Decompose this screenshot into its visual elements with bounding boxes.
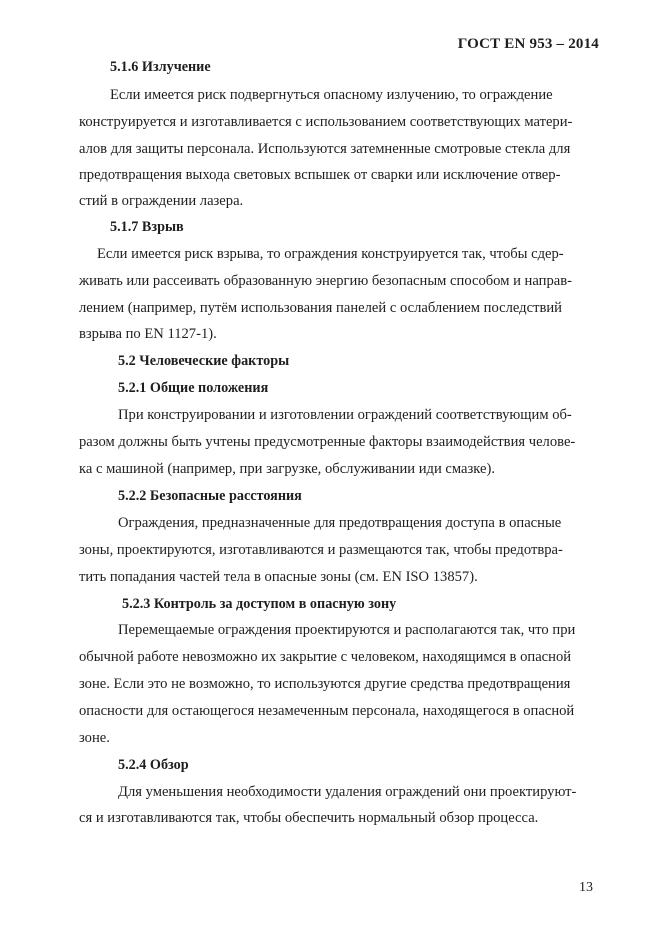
paragraph-line: ка с машиной (например, при загрузке, обслуживании иди смазке). xyxy=(79,461,495,477)
page-number: 13 xyxy=(579,880,593,895)
paragraph-line: ся и изготавливаются так, чтобы обеспечить нормальный обзор процесса. xyxy=(79,810,539,826)
paragraph-line: зоне. Если это не возможно, то используются другие средства предотвращения xyxy=(79,676,571,692)
paragraph-line: лением (например, путём использования панелей с ослаблением последствий xyxy=(79,300,562,316)
paragraph-line: зоне. xyxy=(79,730,110,746)
section-heading-5-1-6: 5.1.6 Излучение xyxy=(110,59,211,75)
document-header: ГОСТ EN 953 – 2014 xyxy=(457,36,599,52)
section-heading-5-2-2: 5.2.2 Безопасные расстояния xyxy=(118,488,302,504)
paragraph-line: взрыва по EN 1127-1). xyxy=(79,326,217,342)
paragraph-line: зоны, проектируются, изготавливаются и размещаются так, чтобы предотвра- xyxy=(79,542,563,558)
section-heading-5-2-1: 5.2.1 Общие положения xyxy=(118,380,269,396)
paragraph-line: живать или рассеивать образованную энергию безопасным способом и направ- xyxy=(79,273,572,289)
section-heading-5-2: 5.2 Человеческие факторы xyxy=(118,353,290,369)
paragraph-line: стий в ограждении лазера. xyxy=(79,193,244,209)
paragraph-line: опасности для остающегося незамеченным персонала, находящегося в опасной xyxy=(79,703,575,719)
paragraph-line: обычной работе невозможно их закрытие с человеком, находящимся в опасной xyxy=(79,649,572,665)
paragraph-line: Для уменьшения необходимости удаления ограждений они проектируют- xyxy=(118,784,577,800)
paragraph-line: разом должны быть учтены предусмотренные факторы взаимодействия челове- xyxy=(79,434,576,450)
paragraph-line: алов для защиты персонала. Используются затемненные смотровые стекла для xyxy=(79,141,571,157)
paragraph-line: тить попадания частей тела в опасные зоны (см. EN ISO 13857). xyxy=(79,569,478,585)
paragraph-line: предотвращения выхода световых вспышек от сварки или исключение отвер- xyxy=(79,167,561,183)
paragraph-line: Если имеется риск взрыва, то ограждения конструируется так, чтобы сдер- xyxy=(97,246,564,262)
paragraph-line: конструируется и изготавливается с использованием соответствующих матери- xyxy=(79,114,573,130)
paragraph-line: Перемещаемые ограждения проектируются и располагаются так, что при xyxy=(118,622,576,638)
section-heading-5-2-4: 5.2.4 Обзор xyxy=(118,757,189,773)
section-heading-5-1-7: 5.1.7 Взрыв xyxy=(110,219,184,235)
paragraph-line: При конструировании и изготовлении ограждений соответствующим об- xyxy=(118,407,572,423)
paragraph-line: Если имеется риск подвергнуться опасному излучению, то ограждение xyxy=(110,87,553,103)
paragraph-line: Ограждения, предназначенные для предотвращения доступа в опасные xyxy=(118,515,562,531)
section-heading-5-2-3: 5.2.3 Контроль за доступом в опасную зону xyxy=(122,596,397,612)
